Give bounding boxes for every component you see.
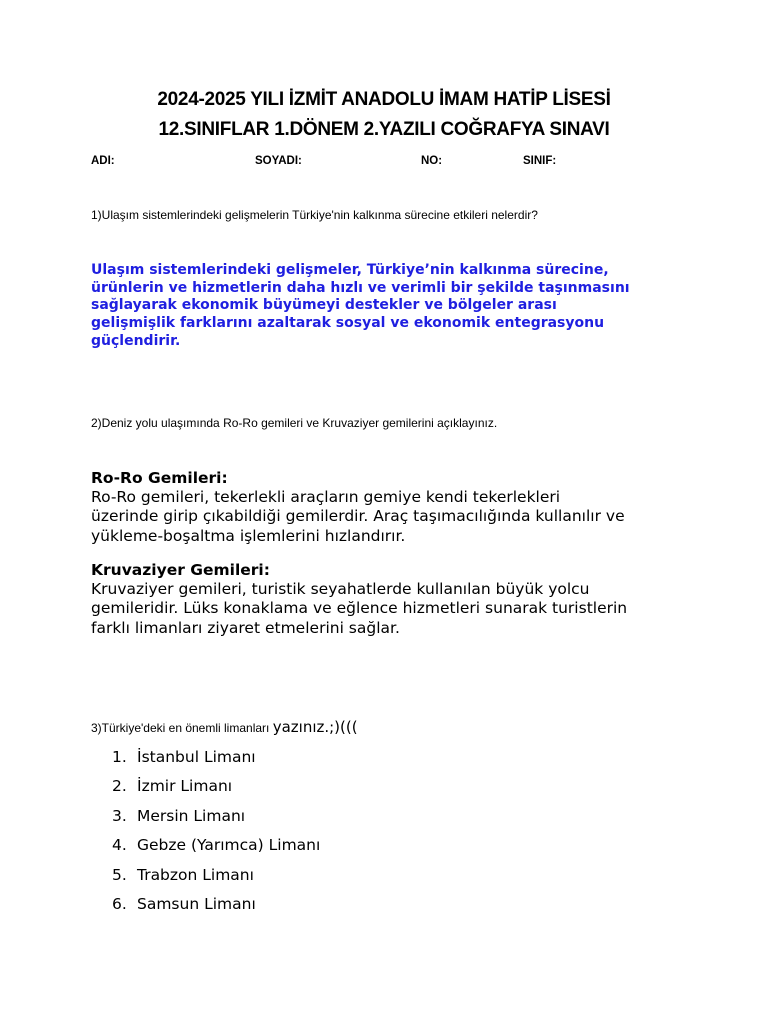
list-item-number: 2. [112, 777, 127, 796]
roro-description [91, 488, 691, 546]
port-name: Trabzon Limanı [137, 865, 254, 884]
surname-field-label: SOYADI: [255, 155, 302, 167]
list-item [112, 893, 320, 922]
list-item-number: 6. [112, 894, 127, 913]
number-field-label: NO: [421, 155, 443, 167]
question-1-text: 1)Ulaşım sistemlerindeki gelişmelerin Türkiye'nin kalkınma sürecine etkileri nelerdir? [91, 208, 538, 222]
list-item-number: 1. [112, 748, 127, 766]
list-item-number: 3. [112, 806, 127, 825]
answer-line: ürünlerin ve hizmetlerin daha hızlı ve verimli bir şekilde taşınmasını [91, 279, 630, 296]
cruise-heading: Kruvaziyer Gemileri: [91, 561, 270, 579]
list-item [112, 746, 320, 775]
roro-line: üzerinde girip çıkabildiği gemilerdir. Araç taşımacılığında kullanılır ve [91, 507, 625, 526]
cruise-description [91, 580, 691, 638]
answer-line: sağlayarak ekonomik büyümeyi destekler ve bölgeler arası [91, 297, 557, 314]
question-2-text: 2)Deniz yolu ulaşımında Ro-Ro gemileri ve Kruvaziyer gemilerini açıklayınız. [91, 416, 498, 430]
port-name: İstanbul Limanı [137, 748, 256, 766]
list-item-number: 4. [112, 836, 127, 855]
answer-line: gelişmişlik farklarını azaltarak sosyal ve ekonomik entegrasyonu [91, 315, 605, 332]
question-1-answer [91, 262, 691, 351]
exam-title-line2: 12.SINIFLAR 1.DÖNEM 2.YAZILI COĞRAFYA SINAVI [158, 119, 610, 140]
list-item [112, 834, 320, 863]
cruise-line: gemileridir. Lüks konaklama ve eğlence hizmetleri sunarak turistlerin [91, 599, 628, 618]
question-3-text [91, 718, 358, 736]
roro-line: Ro-Ro gemileri, tekerlekli araçların gemiye kendi tekerlekleri [91, 488, 561, 506]
answer-line: güçlendirir. [91, 332, 181, 349]
exam-title-line1: 2024-2025 YILI İZMİT ANADOLU İMAM HATİP LİSESİ [157, 89, 611, 110]
question-3-text-small: 3)Türkiye'deki en önemli limanları [91, 721, 273, 735]
port-name: Gebze (Yarımca) Limanı [137, 836, 321, 855]
cruise-line: farklı limanları ziyaret etmelerini sağlar. [91, 618, 400, 637]
class-field-label: SINIF: [523, 155, 557, 167]
name-field-label: ADI: [91, 155, 115, 167]
list-item [112, 805, 320, 834]
cruise-line: Kruvaziyer gemileri, turistik seyahatlerde kullanılan büyük yolcu [91, 580, 590, 598]
port-name: Samsun Limanı [137, 894, 256, 913]
roro-heading: Ro-Ro Gemileri: [91, 469, 228, 487]
list-item-number: 5. [112, 865, 127, 884]
port-name: Mersin Limanı [137, 806, 246, 825]
roro-line: yükleme-boşaltma işlemlerini hızlandırır. [91, 526, 406, 545]
port-name: İzmir Limanı [137, 777, 233, 796]
ports-list [112, 746, 320, 922]
question-3-text-large: yazınız.;)((( [272, 718, 358, 736]
list-item [112, 864, 320, 893]
list-item [112, 775, 320, 804]
answer-line: Ulaşım sistemlerindeki gelişmeler, Türkiye’nin kalkınma sürecine, [91, 262, 609, 278]
